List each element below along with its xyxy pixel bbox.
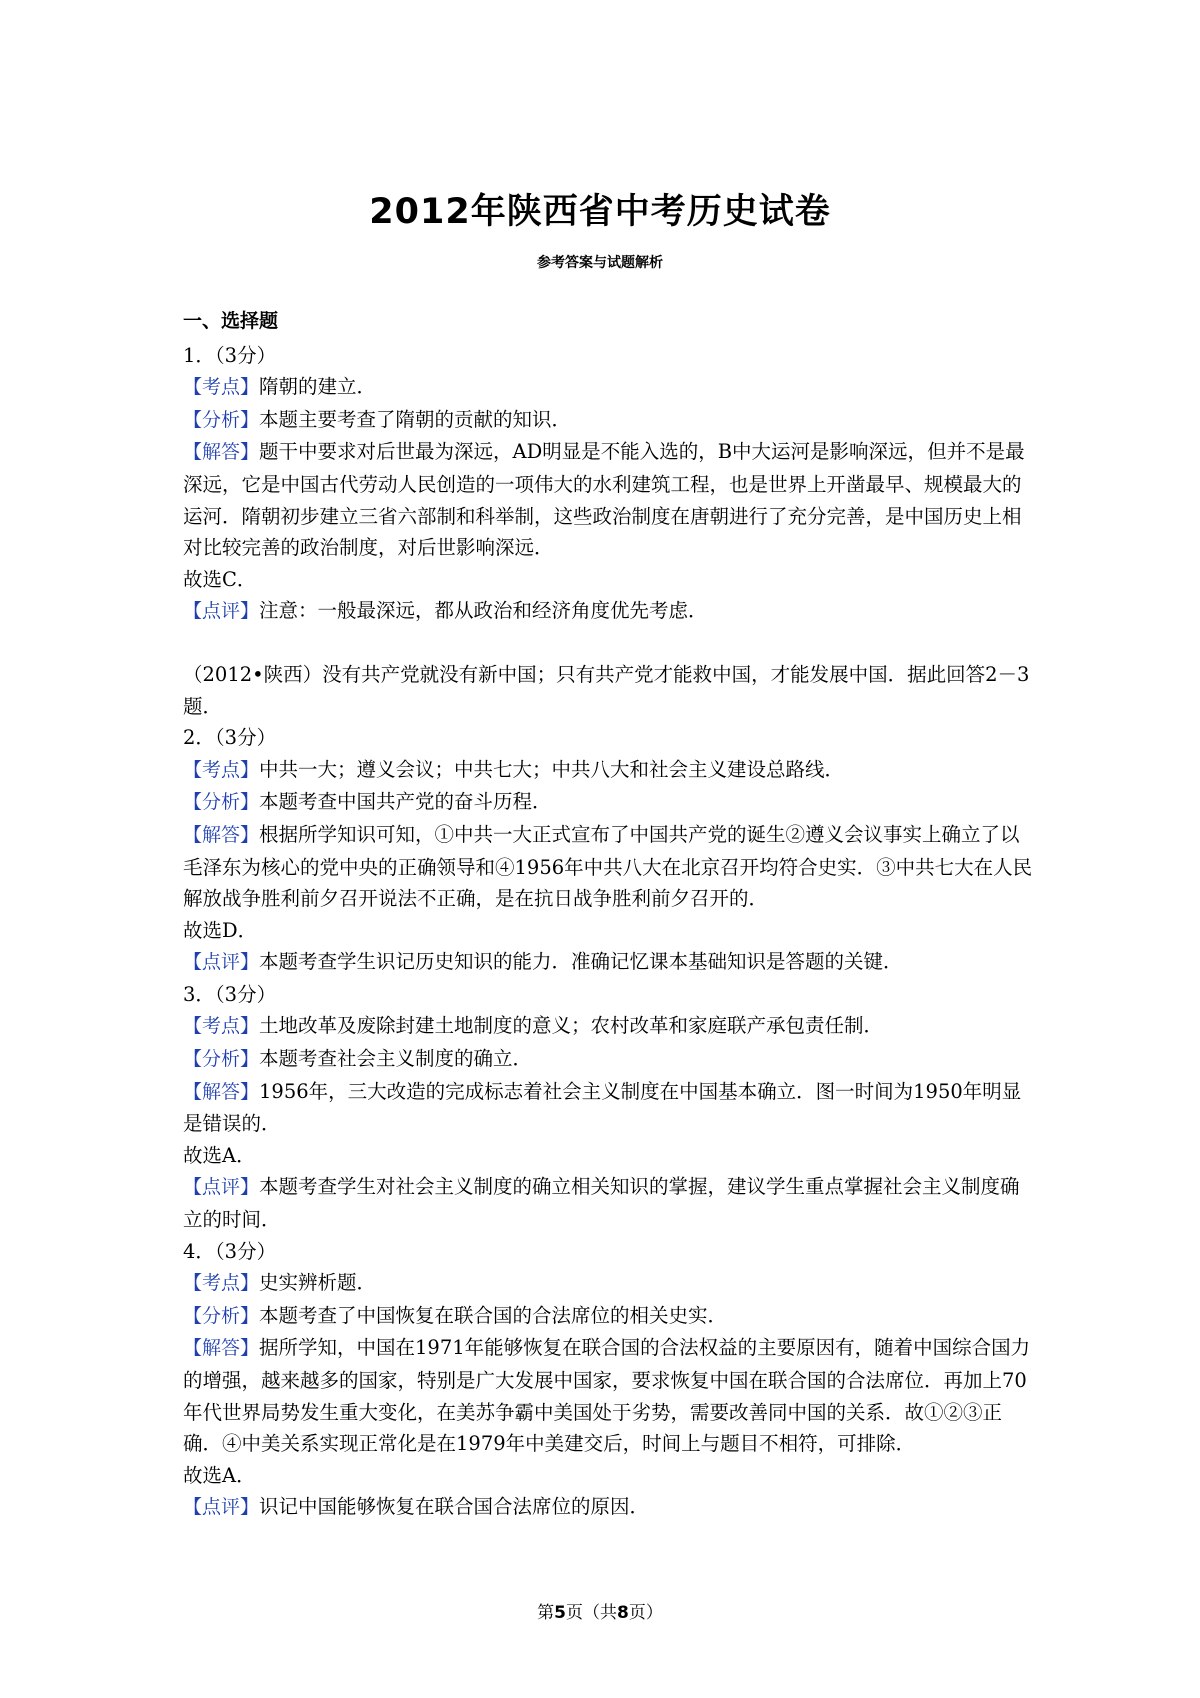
question-2-header: 2．（3分）: [183, 726, 277, 750]
question-2-kaodian: [183, 754, 1033, 787]
total-pages: 8: [617, 1603, 629, 1623]
jieda-tag: 【解答】: [183, 1080, 260, 1103]
section-heading: 一、选择题: [183, 310, 279, 332]
question-1-kaodian: [183, 371, 1033, 404]
footer-suffix: 页）: [628, 1603, 663, 1623]
kaodian-text: 中共一大；遵义会议；中共七大；中共八大和社会主义建设总路线．: [259, 757, 845, 781]
jieda-text: 1956年，三大改造的完成标志着社会主义制度在中国基本确立．图一时间为1950年明显是错误的．: [183, 1079, 1022, 1136]
question-1-fenxi: [183, 404, 1033, 437]
question-1-dianping: [183, 595, 1033, 628]
fenxi-tag: 【分析】: [183, 791, 260, 814]
document-title: 2012年陕西省中考历史试卷: [369, 192, 831, 232]
question-4-kaodian: [183, 1267, 1033, 1300]
question-3-jieda: [183, 1076, 1033, 1140]
question-4-jieda: [183, 1332, 1033, 1459]
question-2-jieda: [183, 819, 1033, 915]
jieda-text: 根据所学知识可知，①中共一大正式宣布了中国共产党的诞生②遵义会议事实上确立了以毛泽东为核心的党中央的正确领导和④1956年中共八大在北京召开均符合史实．③中共七大在人民解放战争胜利前夕召开说法不正确，是在抗日战争胜利前夕召开的．: [183, 822, 1033, 911]
footer-middle: 页（共: [566, 1603, 617, 1623]
fenxi-tag: 【分析】: [183, 408, 260, 431]
question-2-dianping: [183, 946, 1033, 979]
question-4-header: 4．（3分）: [183, 1239, 277, 1263]
question-4-fenxi: [183, 1300, 1033, 1333]
kaodian-text: 史实辨析题．: [259, 1271, 377, 1295]
jieda-tag: 【解答】: [183, 823, 260, 846]
dianping-text: 注意：一般最深远，都从政治和经济角度优先考虑．: [259, 599, 708, 623]
question-4-answer: 故选A．: [183, 1463, 256, 1487]
question-1-header: 1．（3分）: [183, 343, 277, 367]
kaodian-tag: 【考点】: [183, 376, 260, 399]
page-footer: [0, 1598, 1200, 1623]
question-1-jieda: [183, 436, 1033, 563]
kaodian-text: 土地改革及废除封建土地制度的意义；农村改革和家庭联产承包责任制．: [259, 1014, 884, 1038]
dianping-tag: 【点评】: [183, 1496, 260, 1519]
dianping-tag: 【点评】: [183, 1176, 260, 1199]
dianping-text: 识记中国能够恢复在联合国合法席位的原因．: [259, 1495, 650, 1519]
page-number: 5: [554, 1603, 566, 1623]
document-subtitle: 参考答案与试题解析: [537, 255, 663, 271]
document-body: [183, 306, 1033, 1524]
kaodian-tag: 【考点】: [183, 1015, 260, 1038]
dianping-text: 本题考查学生识记历史知识的能力．准确记忆课本基础知识是答题的关键．: [259, 950, 903, 974]
kaodian-tag: 【考点】: [183, 758, 260, 781]
spacer: [183, 628, 1033, 659]
question-3-fenxi: [183, 1043, 1033, 1076]
question-3-answer: 故选A．: [183, 1143, 256, 1167]
question-3-kaodian: [183, 1010, 1033, 1043]
jieda-text: 题干中要求对后世最为深远，AD明显是不能入选的，B中大运河是影响深远，但并不是最深远，它是中国古代劳动人民创造的一项伟大的水利建筑工程，也是世界上开凿最早、规模最大的运河．隋朝初步建立三省六部制和科举制，这些政治制度在唐朝进行了充分完善，是中国历史上相对比较完善的政治制度，对后世影响深远．: [183, 440, 1025, 560]
question-3-header: 3．（3分）: [183, 982, 277, 1006]
fenxi-tag: 【分析】: [183, 1048, 260, 1071]
dianping-tag: 【点评】: [183, 951, 260, 974]
fenxi-text: 本题考查社会主义制度的确立．: [259, 1047, 533, 1071]
question-4-dianping: [183, 1491, 1033, 1524]
footer-prefix: 第: [537, 1603, 555, 1623]
kaodian-text: 隋朝的建立．: [259, 375, 377, 399]
jieda-text: 据所学知，中国在1971年能够恢复在联合国的合法权益的主要原因有，随着中国综合国力的增强，越来越多的国家，特别是广大发展中国家，要求恢复中国在联合国的合法席位．再加上70年代世界局势发生重大变化，在美苏争霸中美国处于劣势，需要改善同中国的关系．故①②③正确．④中美关系实现正常化是在1979年中美建交后，时间上与题目不相符，可排除．: [183, 1336, 1031, 1456]
fenxi-text: 本题主要考查了隋朝的贡献的知识．: [259, 407, 572, 431]
question-2-3-intro: （2012•陕西）没有共产党就没有新中国；只有共产党才能救中国，才能发展中国．据此回答2－3题．: [183, 662, 1030, 718]
fenxi-text: 本题考查了中国恢复在联合国的合法席位的相关史实．: [259, 1303, 728, 1327]
kaodian-tag: 【考点】: [183, 1272, 260, 1295]
question-3-dianping: [183, 1171, 1033, 1235]
fenxi-tag: 【分析】: [183, 1304, 260, 1327]
dianping-tag: 【点评】: [183, 600, 260, 623]
question-2-fenxi: [183, 786, 1033, 819]
jieda-tag: 【解答】: [183, 441, 260, 464]
question-1-answer: 故选C．: [183, 567, 257, 591]
jieda-tag: 【解答】: [183, 1337, 260, 1360]
dianping-text: 本题考查学生对社会主义制度的确立相关知识的掌握，建议学生重点掌握社会主义制度确立的时间．: [183, 1175, 1020, 1232]
fenxi-text: 本题考查中国共产党的奋斗历程．: [259, 790, 552, 814]
question-2-answer: 故选D．: [183, 918, 258, 942]
